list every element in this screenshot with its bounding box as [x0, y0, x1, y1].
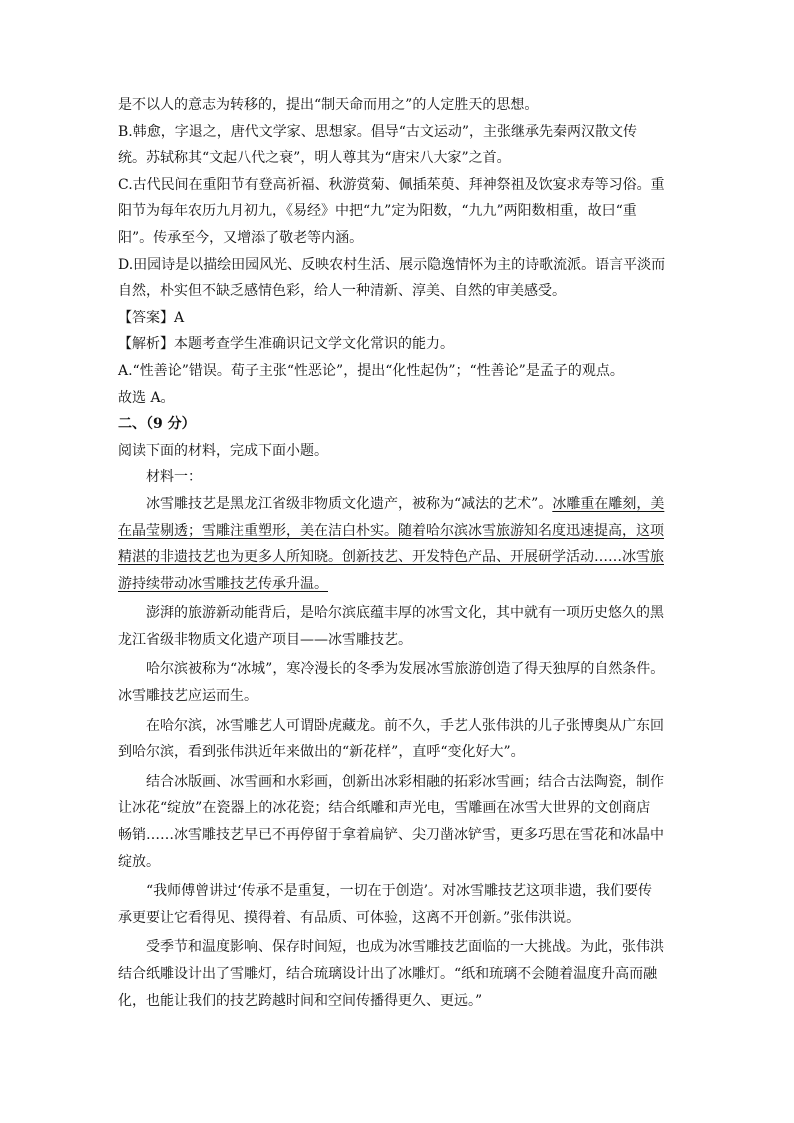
section-heading: 二、（9 分） [118, 416, 196, 433]
analysis-line: 【解析】本题考查学生准确识记文学文化常识的能力。 [118, 336, 454, 353]
underlined-line: 精湛的非遗技艺也为更多人所知晓。创新技艺、开发特色产品、开展研学活动……冰雪旅 [118, 549, 664, 566]
material-label: 材料一： [146, 469, 202, 486]
text-line: 故选 A。 [118, 389, 175, 406]
paragraph-line: 畅销……冰雪雕技艺早已不再停留于拿着扁铲、尖刀凿冰铲雪，更多巧思在雪花和冰晶中 [118, 827, 664, 844]
text-line: 是不以人的意志为转移的，提出“制天命而用之”的人定胜天的思想。 [118, 97, 539, 113]
paragraph-line: 到哈尔滨，看到张伟洪近年来做出的“新花样”，直呼“变化好大”。 [118, 744, 525, 761]
underlined-line: 游持续带动冰雪雕技艺传承升温。 [118, 575, 328, 592]
option-d-line: D.田园诗是以描绘田园风光、反映农村生活、展示隐逸情怀为主的诗歌流派。语言平淡而 [118, 256, 666, 273]
option-c-line: C.古代民间在重阳节有登高祈福、秋游赏菊、佩插茱萸、拜神祭祖及饮宴求寿等习俗。重 [118, 176, 665, 193]
paragraph-line: 受季节和温度影响、保存时间短，也成为冰雪雕技艺面临的一大挑战。为此，张伟洪 [146, 939, 664, 956]
document-page [118, 92, 680, 1014]
underlined-text: 冰雕重在雕刻，美 [552, 495, 665, 512]
paragraph-line: 澎湃的旅游新动能背后，是哈尔滨底蕴丰厚的冰雪文化，其中就有一项历史悠久的黑 [146, 605, 664, 622]
paragraph-line: 化，也能让我们的技艺跨越时间和空间传播得更久、更远。” [118, 992, 483, 1009]
text-line: 阳”。传承至今，又增添了敬老等内涵。 [118, 229, 364, 246]
paragraph-text: 冰雪雕技艺是黑龙江省级非物质文化遗产，被称为“减法的艺术”。 [146, 495, 553, 512]
text-line: 统。苏轼称其“文起八代之衰”，明人尊其为“唐宋八大家”之首。 [118, 150, 511, 167]
paragraph-line: 结合纸雕设计出了雪雕灯，结合琉璃设计出了冰雕灯。“纸和琉璃不会随着温度升高而融 [118, 966, 658, 982]
option-b-line: B.韩愈，字退之，唐代文学家、思想家。倡导“古文运动”，主张继承先秦两汉散文传 [118, 123, 638, 140]
quote-paragraph-line: “我师傅曾讲过‘传承不是重复，一切在于创造’。对冰雪雕技艺这项非遗，我们要传 [146, 883, 653, 900]
text-line: A.“性善论”错误。荀子主张“性恶论”，提出“化性起伪”；“性善论”是孟子的观点。 [118, 362, 624, 379]
paragraph-line: 承更要让它看得见、摸得着、有品质、可体验，这离不开创新。”张伟洪说。 [118, 909, 581, 926]
paragraph-line: 在哈尔滨，冰雪雕艺人可谓卧虎藏龙。前不久，手艺人张伟洪的儿子张博奥从广东回 [146, 717, 664, 734]
instruction-line: 阅读下面的材料，完成下面小题。 [118, 442, 328, 459]
answer-line: 【答案】A [118, 309, 185, 326]
paragraph-line: 让冰花“绽放”在瓷器上的冰花瓷；结合纸雕和声光电，雪雕画在冰雪大世界的文创商店 [118, 800, 651, 817]
paragraph-line: 哈尔滨被称为“冰城”，寒冷漫长的冬季为发展冰雪旅游创造了得天独厚的自然条件。 [146, 661, 665, 678]
paragraph-line: 绽放。 [118, 853, 160, 870]
text-line: 自然，朴实但不缺乏感情色彩，给人一种清新、淳美、自然的审美感受。 [118, 283, 566, 300]
underlined-line: 在晶莹剔透；雪雕注重塑形，美在洁白朴实。随着哈尔滨冰雪旅游知名度迅速提高，这项 [118, 522, 664, 539]
text-line: 阳节为每年农历九月初九，《易经》中把“九”定为阳数，“九九”两阳数相重，故曰“重 [118, 203, 637, 220]
paragraph-line: 龙江省级非物质文化遗产项目——冰雪雕技艺。 [118, 631, 412, 648]
paragraph-line: 结合冰版画、冰雪画和水彩画，创新出冰彩相融的拓彩冰雪画；结合古法陶瓷，制作 [146, 773, 664, 790]
paragraph-line: 冰雪雕技艺应运而生。 [118, 688, 258, 705]
paragraph-line [118, 491, 680, 518]
